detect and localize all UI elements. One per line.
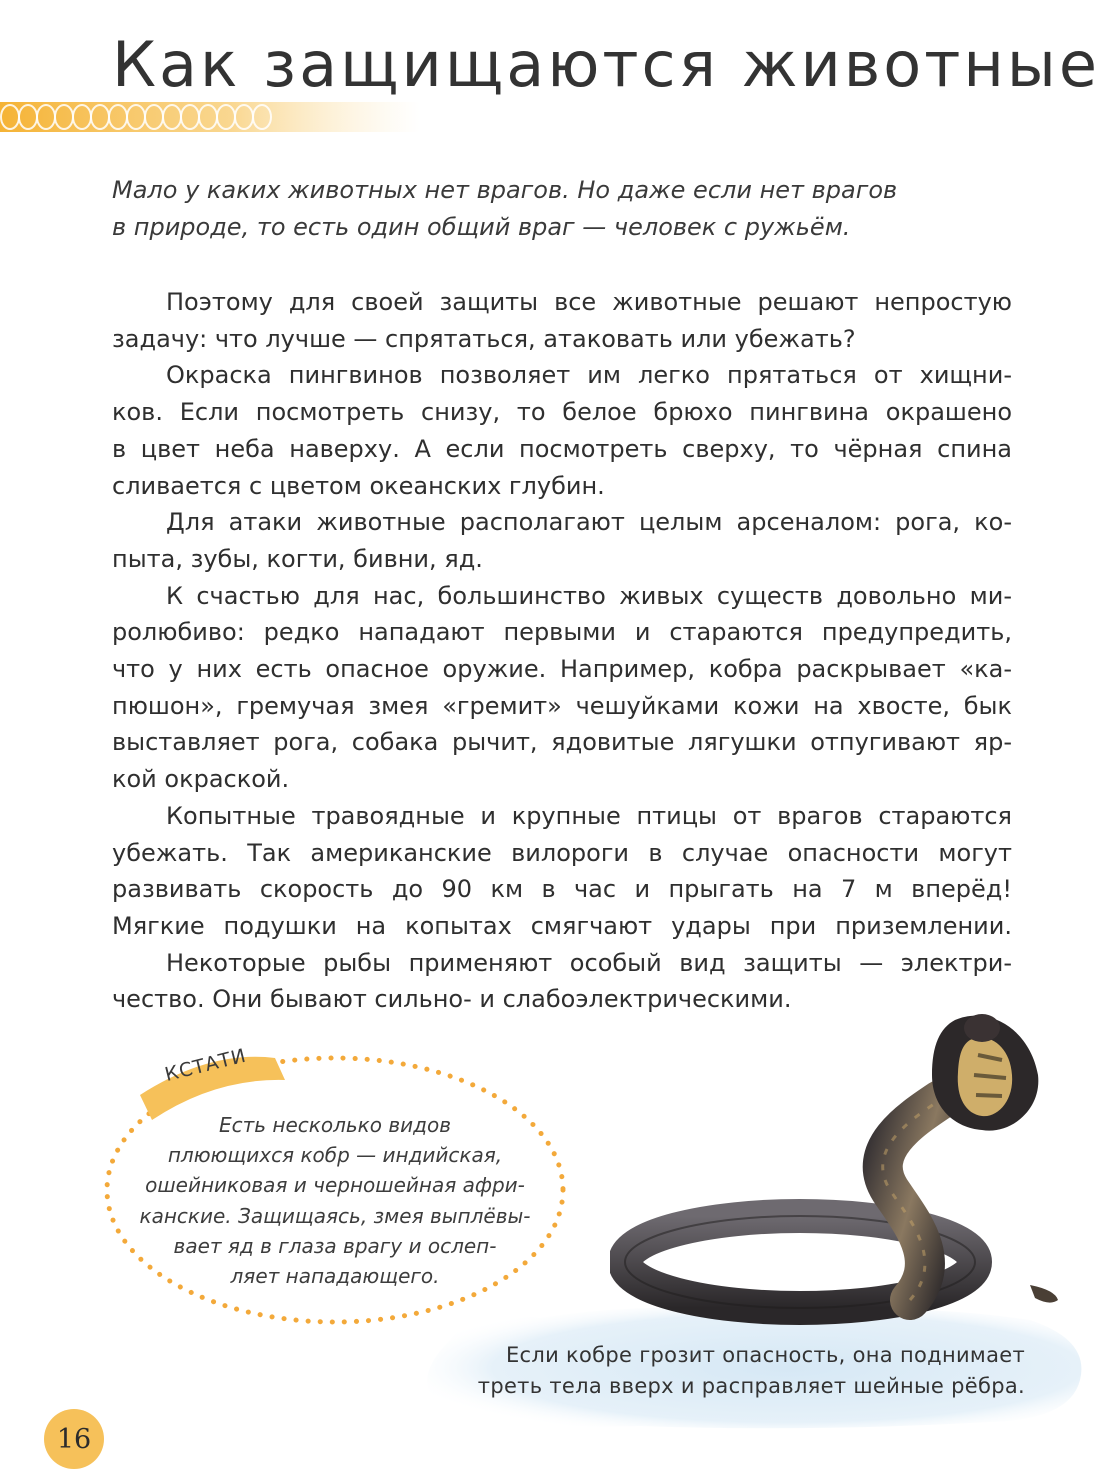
- text-line: пыта, зубы, когти, бивни, яд.: [112, 544, 483, 573]
- text-line: Поэтому для своей защиты все животные решают непростую: [166, 288, 1012, 316]
- title-decoration-strip: [0, 98, 420, 138]
- intro-paragraph: [112, 172, 1012, 246]
- text-line: что у них есть опасное оружие. Например, кобра раскрывает «ка-: [112, 655, 1012, 684]
- text-line: ролюбиво: редко нападают первыми и стараются предупредить,: [112, 618, 1012, 647]
- text-line: Некоторые рыбы применяют особый вид защиты — электри-: [166, 948, 1012, 977]
- note-text: [130, 1110, 540, 1291]
- note-line: канские. Защищаясь, змея выплёвы-: [139, 1203, 531, 1228]
- text-line: выставляет рога, собака рычит, ядовитые лягушки отпугивают яр-: [112, 728, 1012, 757]
- note-line: ляет нападающего.: [230, 1264, 440, 1289]
- text-line: Окраска пингвинов позволяет им легко прятаться от хищни-: [166, 361, 1012, 390]
- note-line: ошейниковая и черношейная афри-: [145, 1173, 525, 1198]
- note-label: КСТАТИ: [162, 1044, 249, 1086]
- paragraph: [112, 578, 1012, 798]
- text-line: К счастью для нас, большинство живых существ довольно ми-: [166, 581, 1012, 610]
- text-line: чество. Они бывают сильно- и слабоэлектрическими.: [112, 985, 792, 1014]
- text-line: пюшон», гремучая змея «гремит» чешуйками кожи на хвосте, бык: [112, 691, 1012, 720]
- caption-line: Если кобре грозит опасность, она поднимает: [505, 1343, 1025, 1367]
- text-line: убежать. Так американские вилороги в случае опасности могут: [112, 838, 1012, 867]
- text-line: ков. Если посмотреть снизу, то белое брюхо пингвина окрашено: [112, 398, 1012, 427]
- image-caption: [440, 1340, 1025, 1402]
- cobra-illustration: [610, 1000, 1080, 1330]
- text-line: в цвет неба наверху. А если посмотреть сверху, то чёрная спина: [112, 434, 1012, 463]
- text-line: сливается с цветом океанских глубин.: [112, 471, 605, 500]
- paragraph: [112, 798, 1012, 945]
- text-line: Копытные травоядные и крупные птицы от врагов стараются: [166, 801, 1012, 830]
- text-line: развивать скорость до 90 км в час и прыгать на 7 м вперёд!: [112, 875, 1012, 904]
- note-line: вает яд в глаза врагу и ослеп-: [173, 1233, 497, 1258]
- text-line: Для атаки животные располагают целым арсеналом: рога, ко-: [166, 508, 1012, 537]
- page-title: Как защищаются животные: [112, 28, 1100, 101]
- note-line: Есть несколько видов: [218, 1113, 451, 1137]
- page-number: 16: [44, 1409, 104, 1469]
- paragraph: [112, 504, 1012, 577]
- text-line: кой окраской.: [112, 765, 290, 794]
- body-text: [112, 284, 1012, 1018]
- paragraph: [112, 357, 1012, 504]
- note-line: плюющихся кобр — индийская,: [167, 1143, 503, 1168]
- text-line: Мягкие подушки на копытах смягчают удары при приземлении.: [112, 911, 1012, 940]
- intro-line: Мало у каких животных нет врагов. Но даже если нет врагов: [112, 176, 898, 204]
- intro-line: в природе, то есть один общий враг — человек с ружьём.: [112, 213, 851, 241]
- caption-line: треть тела вверх и расправляет шейные рёбра.: [477, 1374, 1025, 1398]
- paragraph: [112, 284, 1012, 357]
- text-line: задачу: что лучше — спрятаться, атаковать или убежать?: [112, 324, 856, 353]
